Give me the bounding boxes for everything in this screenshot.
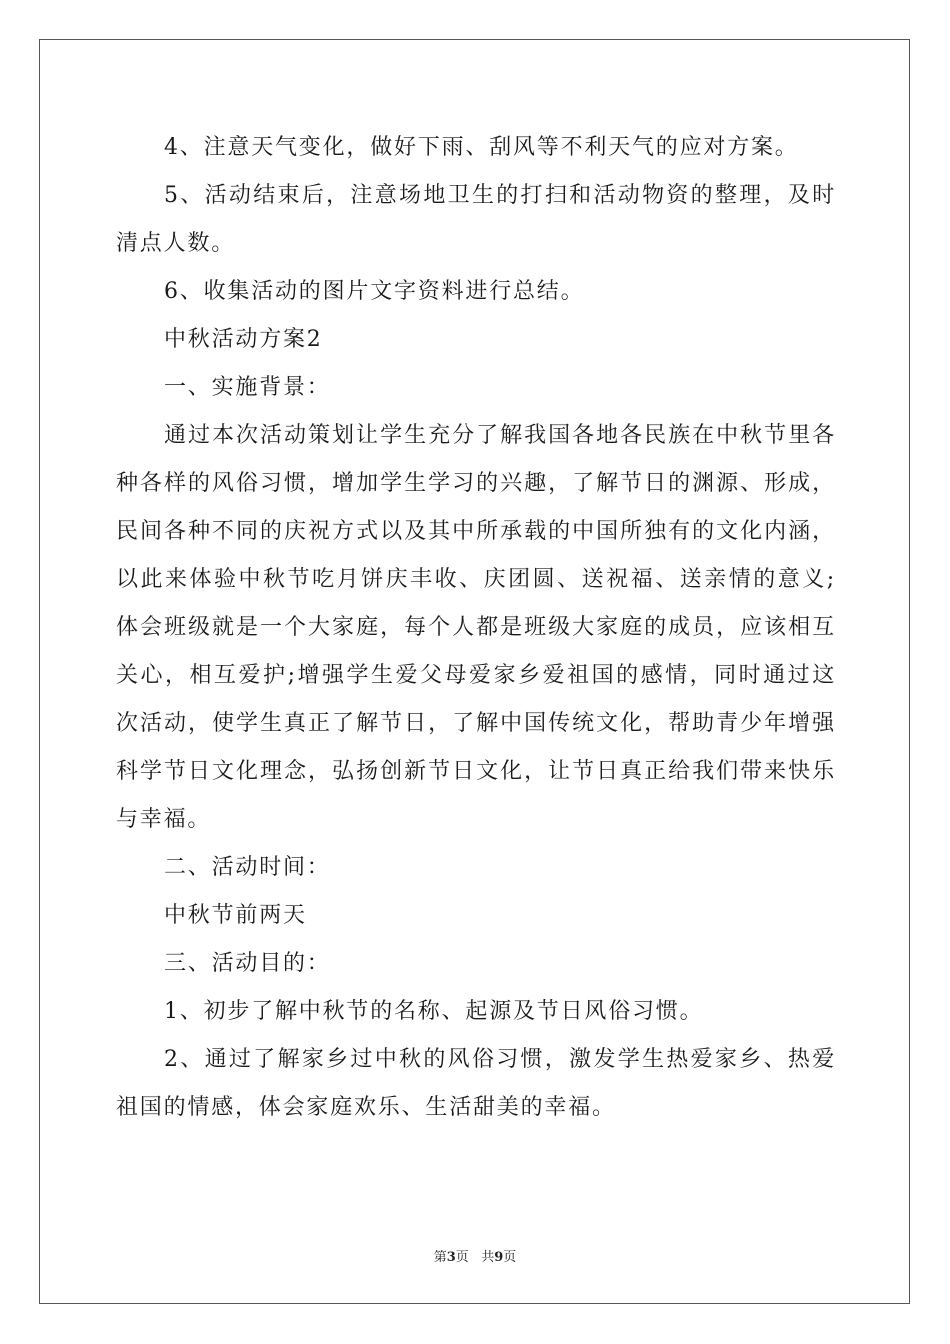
paragraph-time: 中秋节前两天 [164, 903, 307, 928]
paragraph-goal-2: 2、通过了解家乡过中秋的风俗习惯，激发学生热爱家乡、热爱祖国的情感，体会家庭欢乐、生活甜美的幸福。 [116, 1047, 836, 1120]
total-suffix: 页 [503, 1250, 517, 1265]
section-title: 中秋活动方案2 [164, 327, 323, 352]
heading-time: 二、活动时间： [164, 855, 331, 880]
total-pages: 9 [494, 1250, 504, 1265]
paragraph-background: 通过本次活动策划让学生充分了解我国各地各民族在中秋节里各种各样的风俗习惯，增加学生学习的兴趣，了解节日的渊源、形成，民间各种不同的庆祝方式以及其中所承载的中国所独有的文化内涵，以此来体验中秋节吃月饼庆丰收、庆团圆、送祝福、送亲情的意义;体会班级就是一个大家庭，每个人都是班级大家庭的成员，应该相互关心，相互爱护;增强学生爱父母爱家乡爱祖国的感情，同时通过这次活动，使学生真正了解节日，了解中国传统文化，帮助青少年增强科学节日文化理念，弘扬创新节日文化，让节日真正给我们带来快乐与幸福。 [116, 423, 836, 832]
heading-goal: 三、活动目的： [164, 951, 331, 976]
document-body [116, 124, 836, 1132]
paragraph-item-5: 5、活动结束后，注意场地卫生的打扫和活动物资的整理，及时清点人数。 [116, 183, 836, 256]
page-footer [0, 1246, 950, 1265]
page-number: 3 [446, 1250, 456, 1265]
page-suffix: 页 [455, 1250, 469, 1265]
page-prefix: 第 [433, 1250, 447, 1265]
heading-background: 一、实施背景： [164, 375, 331, 400]
total-prefix: 共 [481, 1250, 495, 1265]
paragraph-item-6: 6、收集活动的图片文字资料进行总结。 [164, 279, 585, 304]
paragraph-goal-1: 1、初步了解中秋节的名称、起源及节日风俗习惯。 [164, 999, 704, 1024]
paragraph-item-4: 4、注意天气变化，做好下雨、刮风等不利天气的应对方案。 [164, 135, 799, 160]
